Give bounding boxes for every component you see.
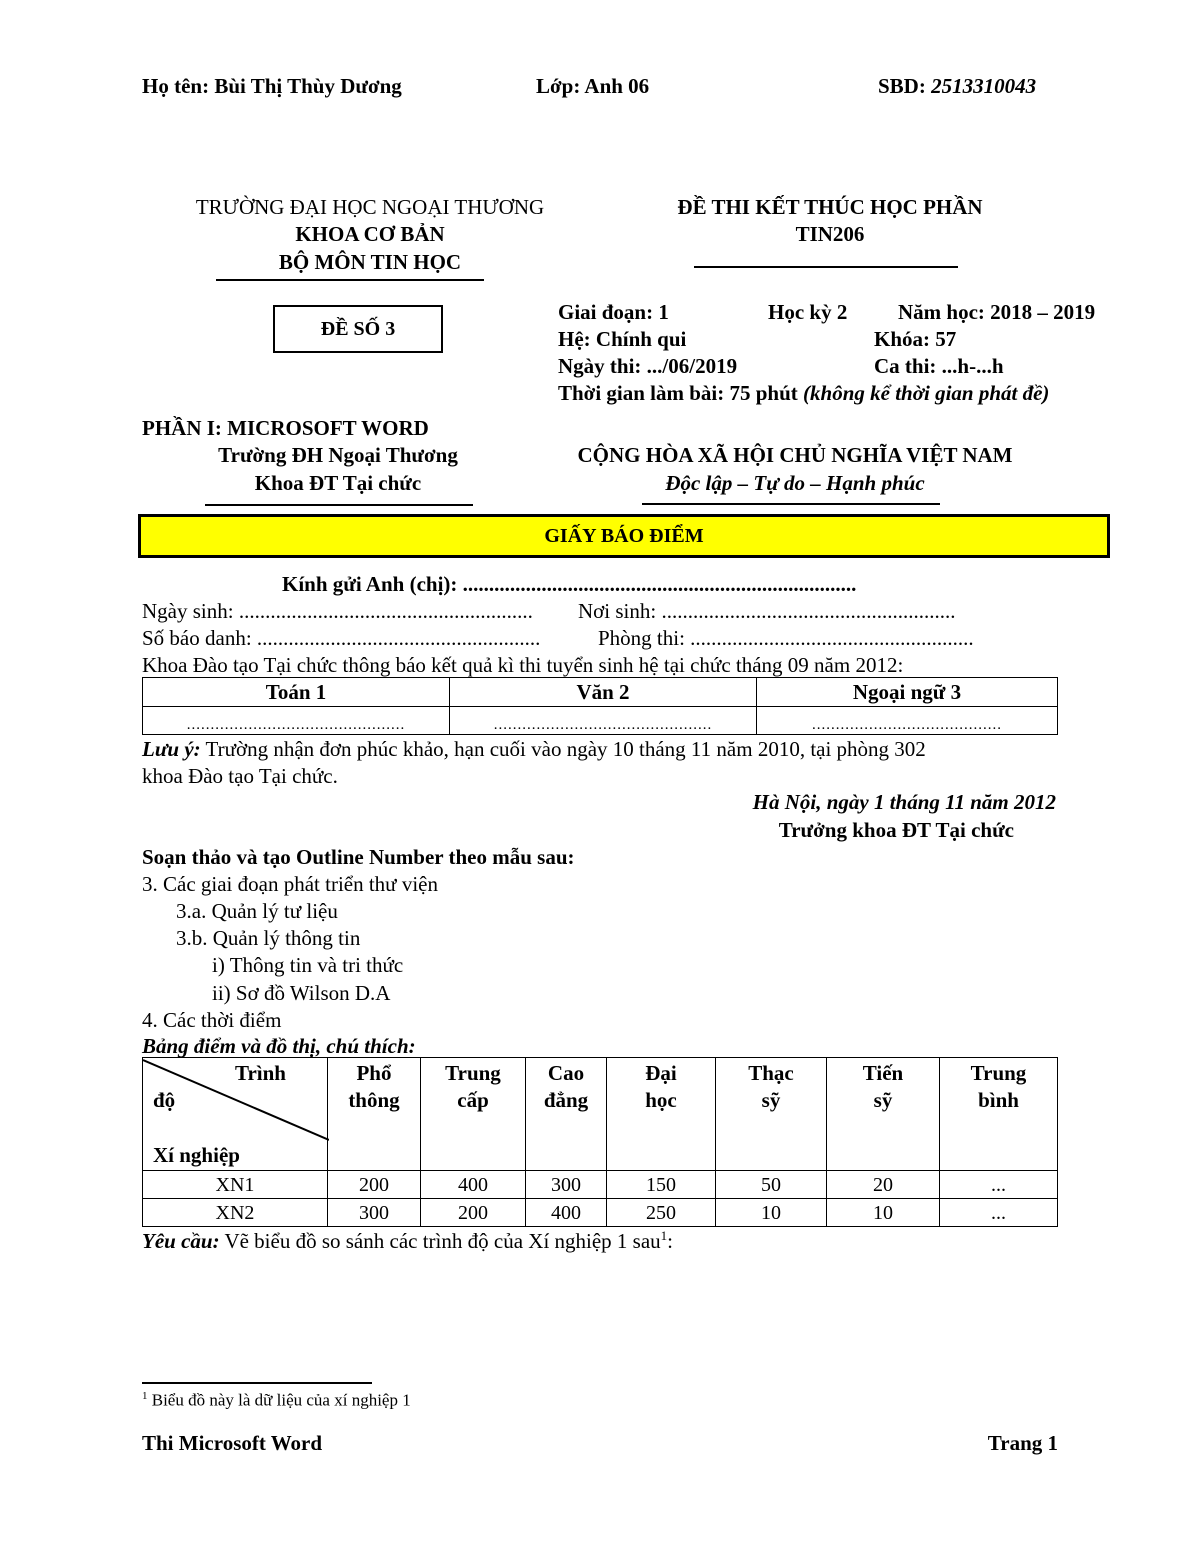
score-header-row (143, 678, 1058, 707)
announcement-text: Khoa Đào tạo Tại chức thông báo kết quả kì thi tuyển sinh hệ tại chức tháng 09 năm 2012: (142, 653, 904, 677)
faculty-name: KHOA CƠ BẢN (295, 222, 445, 246)
table-cell: ... (940, 1171, 1058, 1199)
col-header-line2: đẳng (543, 1088, 589, 1112)
exam-divider (694, 266, 958, 268)
footnote-separator (142, 1382, 372, 1384)
col-header-line2: bình (978, 1088, 1019, 1112)
score-header-math: Toán 1 (143, 678, 450, 707)
motto-divider (642, 503, 940, 505)
birth-place-line: Nơi sinh: ........................................................ (578, 599, 956, 623)
score-header-language: Ngoại ngữ 3 (757, 678, 1058, 707)
levels-heading: Bảng điểm và đồ thị, chú thích: (142, 1034, 416, 1058)
outline-item-3b-i: i) Thông tin và tri thức (212, 953, 404, 977)
table-cell: 50 (716, 1171, 827, 1199)
corner-label-do: độ (153, 1088, 176, 1112)
col-header-line1: Cao (547, 1061, 585, 1085)
exam-semester: Học kỳ 2 (768, 300, 848, 324)
candidate-number-line: Số báo danh: ...................................................... (142, 626, 541, 650)
outline-item-4: 4. Các thời điểm (142, 1008, 282, 1032)
exam-system: Hệ: Chính qui (558, 327, 687, 351)
exam-stage: Giai đoạn: 1 (558, 300, 669, 324)
table-cell: 200 (328, 1171, 421, 1199)
table-cell: 20 (827, 1171, 940, 1199)
corner-label-enterprise: Xí nghiệp (153, 1143, 240, 1167)
exam-date: Ngày thi: .../06/2019 (558, 354, 738, 378)
table-row (143, 1199, 1058, 1227)
corner-label-level: Trình (235, 1061, 286, 1085)
table-cell: 400 (526, 1199, 607, 1227)
score-table (142, 677, 1058, 735)
footnote (142, 1390, 411, 1411)
table-cell: 300 (526, 1171, 607, 1199)
birth-date-line: Ngày sinh: ........................................................ (142, 599, 533, 623)
col-header-line1: Trung (970, 1061, 1027, 1085)
score-blank-literature: .............................................. (450, 707, 757, 735)
score-blank-language: ........................................ (757, 707, 1058, 735)
col-header-cao-dang (526, 1058, 607, 1171)
page-footer-left: Thi Microsoft Word (142, 1431, 323, 1455)
col-header-line2: thông (348, 1088, 400, 1112)
exam-duration-note: (không kể thời gian phát đề) (803, 381, 1050, 405)
table-cell: 300 (328, 1199, 421, 1227)
exam-number-box: ĐỀ SỐ 3 (273, 305, 443, 353)
footnote-text: Biểu đồ này là dữ liệu của xí nghiệp 1 (147, 1390, 411, 1410)
levels-header-row (143, 1058, 1058, 1171)
republic-title: CỘNG HÒA XÃ HỘI CHỦ NGHĨA VIỆT NAM (577, 443, 1013, 467)
exam-room-line: Phòng thi: ...................................................... (598, 626, 974, 650)
col-header-line2: sỹ (873, 1088, 893, 1112)
note-line (142, 737, 926, 762)
footnote-reference[interactable]: 1 (660, 1228, 668, 1243)
table-cell: 10 (827, 1199, 940, 1227)
exam-course: Khóa: 57 (874, 327, 957, 351)
department-name: BỘ MÔN TIN HỌC (278, 250, 462, 274)
levels-table (142, 1057, 1058, 1227)
notice-title-box: GIẤY BÁO ĐIỂM (138, 514, 1110, 558)
col-header-line1: Đại (645, 1061, 677, 1085)
col-header-trung-cap (421, 1058, 526, 1171)
exam-shift: Ca thi: ...h-...h (874, 354, 1004, 378)
row-name: XN1 (143, 1171, 328, 1199)
col-header-dai-hoc (607, 1058, 716, 1171)
table-cell: 150 (607, 1171, 716, 1199)
exam-code: TIN206 (795, 222, 865, 246)
student-sbd (878, 74, 1036, 99)
col-header-line2: sỹ (761, 1088, 781, 1112)
col-header-line1: Tiến (862, 1061, 904, 1085)
date-place: Hà Nội, ngày 1 tháng 11 năm 2012 (752, 790, 1056, 814)
col-header-thac-sy (716, 1058, 827, 1171)
note-text: Trường nhận đơn phúc khảo, hạn cuối vào ngày 10 tháng 11 năm 2010, tại phòng 302 (200, 737, 926, 761)
footnote-mark: 1 (142, 1390, 148, 1402)
col-header-tien-sy (827, 1058, 940, 1171)
org-faculty: Khoa ĐT Tại chức (254, 471, 422, 495)
table-cell: ... (940, 1199, 1058, 1227)
requirement-label: Yêu cầu: (142, 1229, 220, 1253)
student-name: Họ tên: Bùi Thị Thùy Dương (142, 74, 402, 98)
col-header-line1: Thạc (748, 1061, 794, 1085)
org-divider (205, 504, 473, 506)
requirement-line (142, 1228, 673, 1254)
student-class: Lớp: Anh 06 (536, 74, 650, 98)
requirement-end: : (667, 1229, 674, 1253)
outline-heading: Soạn thảo và tạo Outline Number theo mẫu sau: (142, 845, 575, 869)
col-header-line1: Phổ (356, 1061, 392, 1085)
school-divider (216, 279, 484, 281)
col-header-line2: cấp (457, 1088, 489, 1112)
table-cell: 10 (716, 1199, 827, 1227)
recipient-line: Kính gửi Anh (chị): ........................................................................... (282, 572, 857, 596)
outline-item-3: 3. Các giai đoạn phát triển thư viện (142, 872, 438, 896)
note-label: Lưu ý: (142, 737, 201, 761)
outline-item-3a: 3.a. Quản lý tư liệu (176, 899, 338, 923)
col-header-trung-binh (940, 1058, 1058, 1171)
national-motto: Độc lập – Tự do – Hạnh phúc (665, 471, 925, 495)
table-cell: 200 (421, 1199, 526, 1227)
page-number: Trang 1 (987, 1431, 1058, 1455)
part-title: PHẦN I: MICROSOFT WORD (142, 416, 429, 440)
row-name: XN2 (143, 1199, 328, 1227)
org-name: Trường ĐH Ngoại Thương (218, 443, 458, 467)
exam-duration-value: Thời gian làm bài: 75 phút (558, 381, 804, 405)
outline-item-3b-ii: ii) Sơ đồ Wilson D.A (212, 981, 391, 1005)
sbd-label: SBD: (878, 74, 932, 98)
table-cell: 400 (421, 1171, 526, 1199)
score-value-row (143, 707, 1058, 735)
table-row (143, 1171, 1058, 1199)
exam-title: ĐỀ THI KẾT THÚC HỌC PHẦN (677, 195, 983, 219)
col-header-pho-thong (328, 1058, 421, 1171)
sbd-value: 2513310043 (931, 74, 1037, 98)
exam-school-year: Năm học: 2018 – 2019 (898, 300, 1096, 324)
score-blank-math: .............................................. (143, 707, 450, 735)
exam-duration (558, 381, 1049, 406)
outline-item-3b: 3.b. Quản lý thông tin (176, 926, 361, 950)
table-cell: 250 (607, 1199, 716, 1227)
signer-title: Trưởng khoa ĐT Tại chức (778, 818, 1014, 842)
school-name: TRƯỜNG ĐẠI HỌC NGOẠI THƯƠNG (195, 195, 545, 219)
col-header-line2: học (645, 1088, 677, 1112)
note-line-2: khoa Đào tạo Tại chức. (142, 764, 338, 788)
score-header-literature: Văn 2 (450, 678, 757, 707)
levels-corner-cell (143, 1058, 328, 1171)
requirement-text: Vẽ biểu đồ so sánh các trình độ của Xí nghiệp 1 sau (219, 1229, 661, 1253)
col-header-line1: Trung (445, 1061, 501, 1085)
